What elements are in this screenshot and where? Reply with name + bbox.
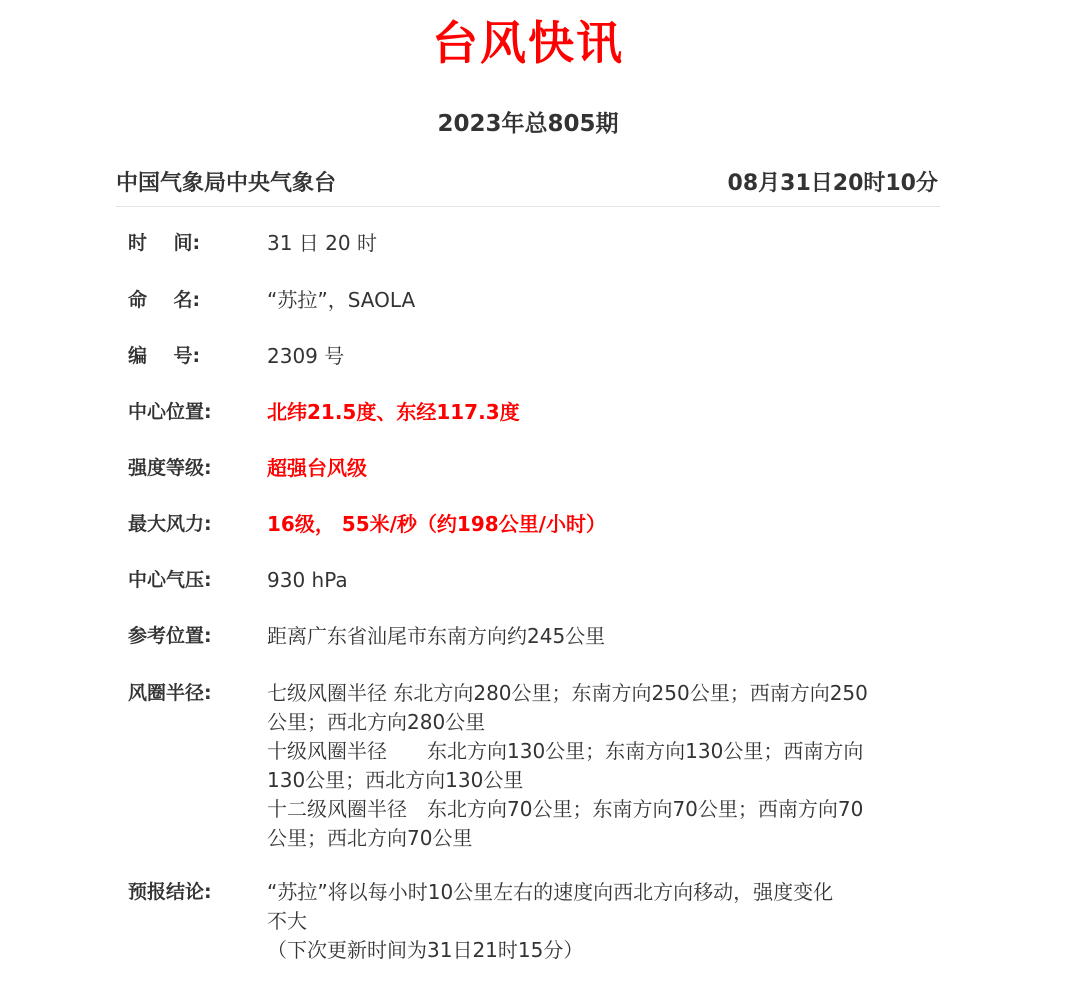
reference-position-label: 参考位置: (128, 625, 212, 647)
name-value: “苏拉”，SAOLA (267, 288, 416, 312)
bulletin-header (116, 166, 940, 207)
time-value: 31 日 20 时 (267, 231, 377, 255)
wind-radius-line: 十二级风圈半径 东北方向70公里；东南方向70公里；西南方向70 (267, 797, 864, 821)
forecast-label: 预报结论: (128, 881, 212, 903)
pressure-label: 中心气压: (128, 569, 212, 591)
intensity-label: 强度等级: (128, 457, 212, 479)
bulletin-title: 台风快讯 (432, 16, 624, 70)
max-wind-value: 16级， 55米/秒（约198公里/小时） (267, 512, 606, 536)
forecast-line: 不大 (267, 909, 307, 933)
forecast-value (267, 878, 922, 965)
forecast-line: （下次更新时间为31日21时15分） (267, 938, 584, 962)
wind-radius-line: 公里；西北方向70公里 (267, 826, 473, 850)
number-value: 2309 号 (267, 344, 345, 368)
wind-radius-value (267, 679, 922, 853)
time-label: 时 间: (128, 232, 201, 254)
number-label: 编 号: (128, 345, 201, 367)
name-label: 命 名: (128, 289, 201, 311)
reference-position-value: 距离广东省汕尾市东南方向约245公里 (267, 624, 606, 648)
wind-radius-line: 十级风圈半径 东北方向130公里；东南方向130公里；西南方向 (267, 739, 864, 763)
pressure-value: 930 hPa (267, 568, 348, 592)
wind-radius-line: 公里；西北方向280公里 (267, 710, 486, 734)
forecast-line: “苏拉”将以每小时10公里左右的速度向西北方向移动，强度变化 (267, 880, 834, 904)
max-wind-label: 最大风力: (128, 513, 212, 535)
issued-time: 08月31日20时10分 (727, 171, 938, 196)
wind-radius-line: 130公里；西北方向130公里 (267, 768, 524, 792)
center-position-label: 中心位置: (128, 401, 212, 423)
intensity-value: 超强台风级 (267, 456, 367, 480)
agency-name: 中国气象局中央气象台 (116, 171, 337, 196)
wind-radius-label: 风圈半径: (128, 682, 212, 704)
center-position-value: 北纬21.5度、东经117.3度 (267, 400, 520, 424)
issue-number: 2023年总805期 (437, 111, 619, 137)
wind-radius-line: 七级风圈半径 东北方向280公里；东南方向250公里；西南方向250 (267, 681, 868, 705)
